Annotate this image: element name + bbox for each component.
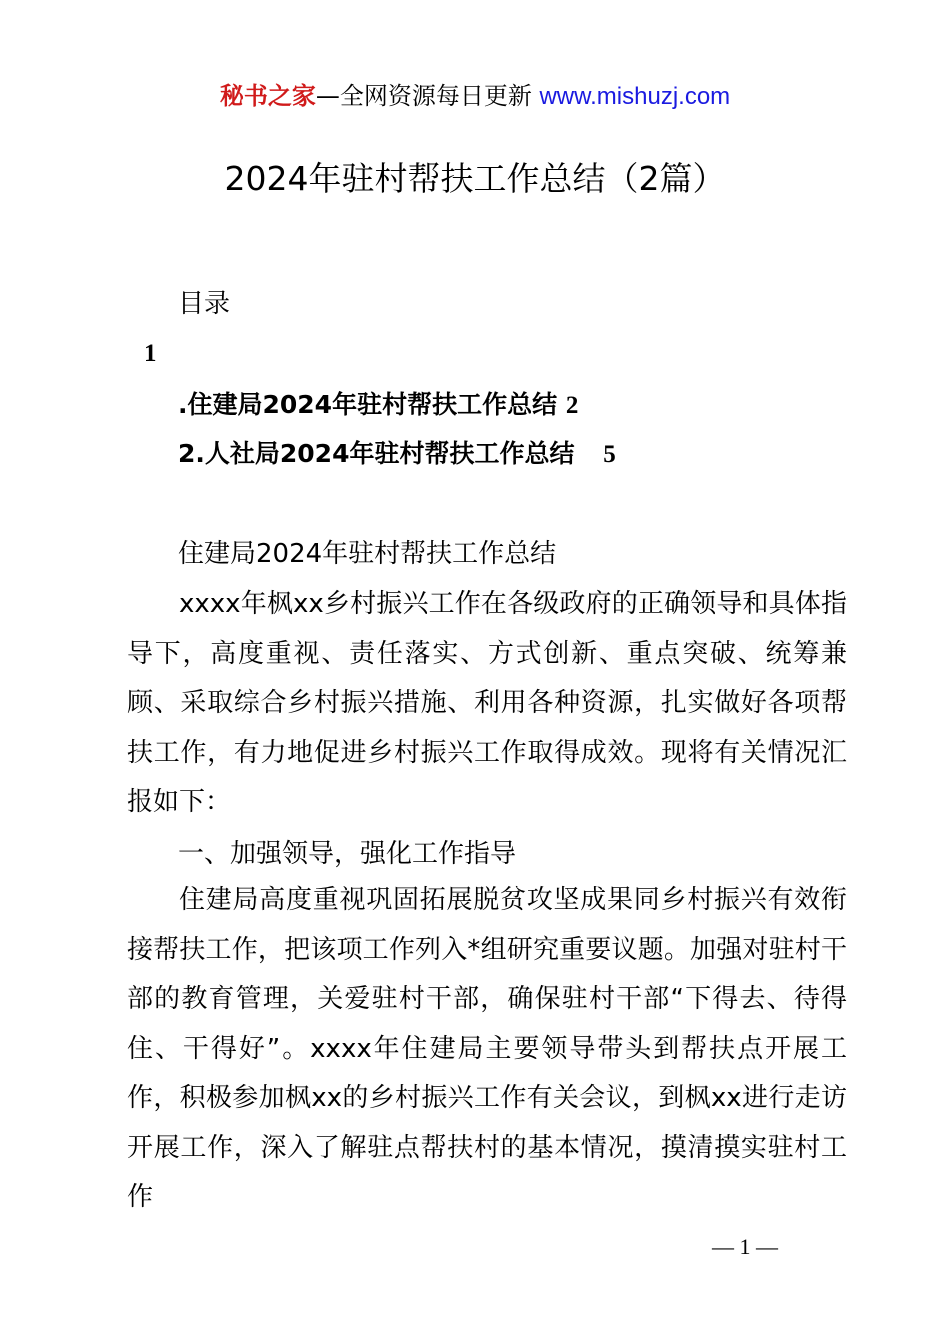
toc-item-2[interactable] (178, 437, 616, 472)
paragraph-intro: xxxx年枫xx乡村振兴工作在各级政府的正确领导和具体指导下，高度重视、责任落实、方式创新、重点突破、统筹兼顾、采取综合乡村振兴措施、利用各种资源，扎实做好各项帮扶工作，有力地促进乡村振兴工作取得成效。现将有关情况汇报如下： (127, 589, 847, 817)
paragraph-body: 住建局高度重视巩固拓展脱贫攻坚成果同乡村振兴有效衔接帮扶工作，把该项工作列入*组研究重要议题。加强对驻村干部的教育管理，关爱驻村干部，确保驻村干部“下得去、待得住、干得好”。xxxx年住建局主要领导带头到帮扶点开展工作，积极参加枫xx的乡村振兴工作有关会议，到枫xx进行走访开展工作，深入了解驻点帮扶村的基本情况，摸清摸实驻村工作 (127, 885, 847, 1212)
document-title: 2024年驻村帮扶工作总结（2篇） (224, 159, 726, 198)
toc-item-page: 5 (603, 441, 616, 468)
header-dash: — (315, 82, 340, 110)
section-title: 住建局2024年驻村帮扶工作总结 (178, 539, 557, 569)
site-url-link[interactable]: www.mishuzj.com (539, 83, 731, 110)
page-number: — 1 — (712, 1234, 778, 1259)
toc-heading: 目录 (178, 289, 231, 319)
toc-item-page: 2 (565, 392, 579, 419)
toc-item-1[interactable] (178, 388, 578, 423)
header-slogan: 全网资源每日更新 (339, 82, 532, 110)
toc-item-label: .住建局2024年驻村帮扶工作总结 (178, 390, 558, 419)
section-heading-1: 一、加强领导，强化工作指导 (178, 839, 517, 869)
site-header (0, 80, 950, 113)
brand-name: 秘书之家 (219, 82, 316, 110)
toc-item-label: 2.人社局2024年驻村帮扶工作总结 (178, 439, 575, 468)
toc-number: 1 (144, 340, 157, 367)
